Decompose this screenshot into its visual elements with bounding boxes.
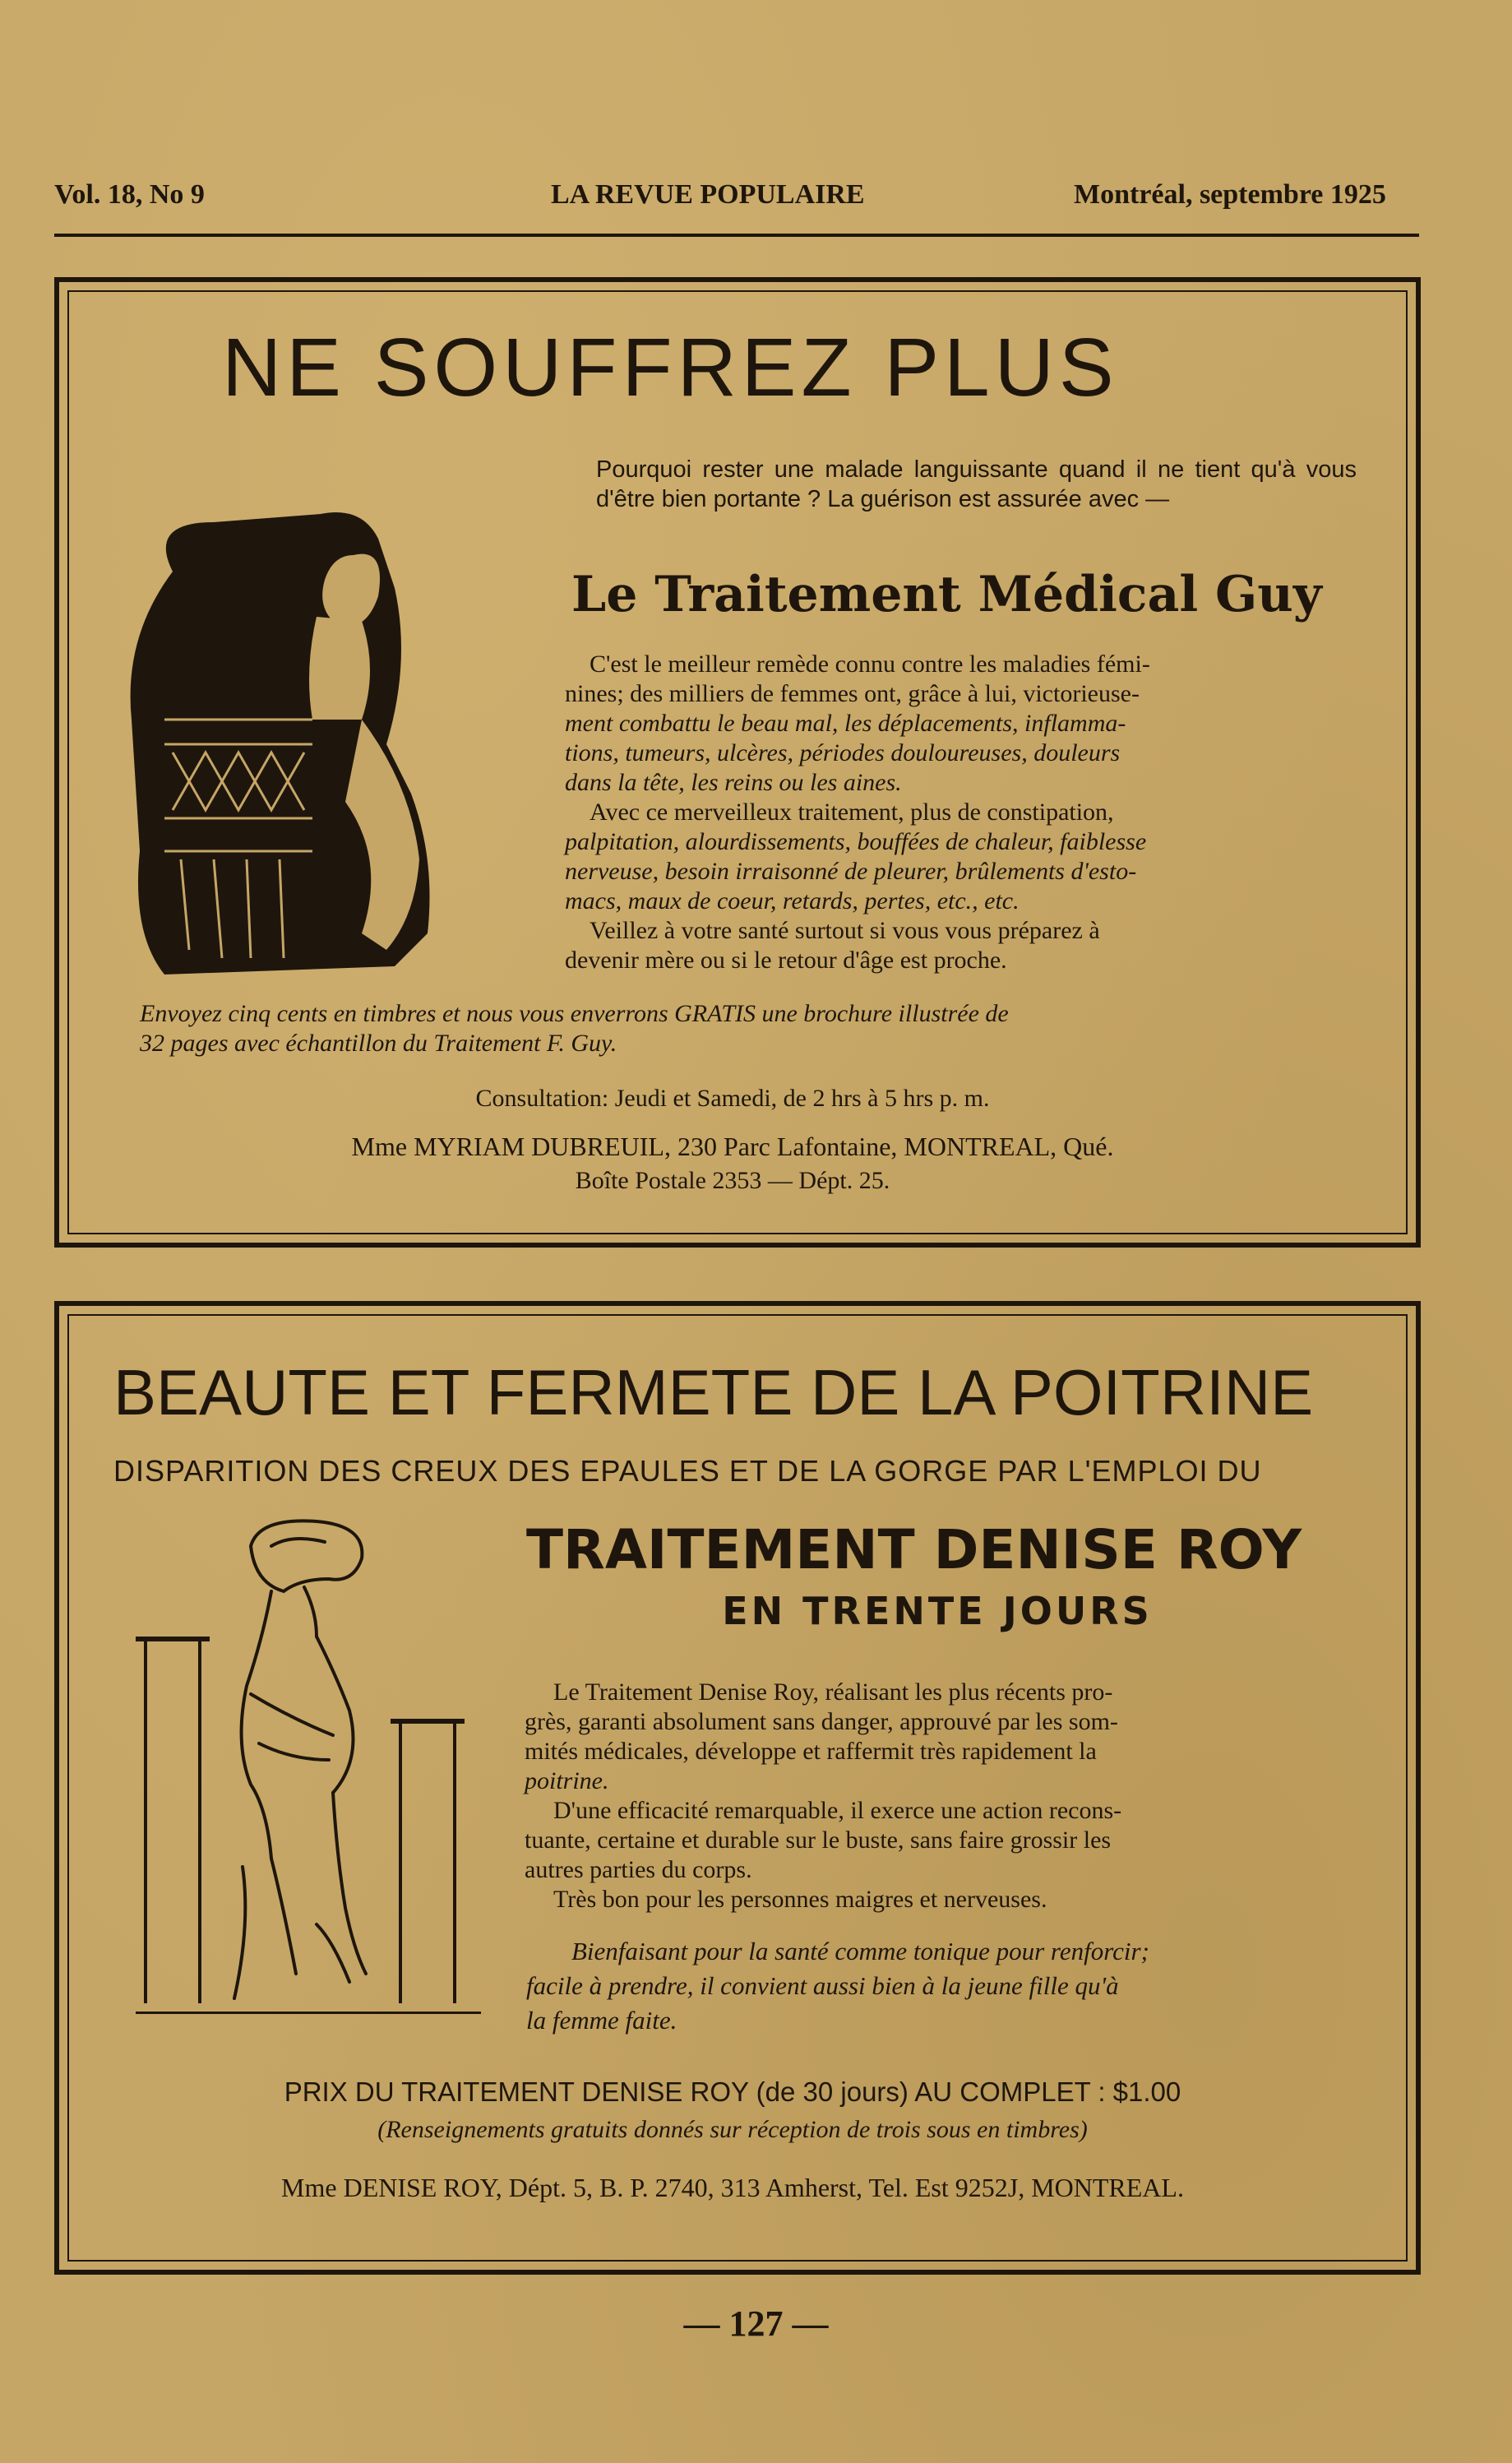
- ad-guy-p3: Veillez à votre santé surtout si vous vous préparez à devenir mère ou si le retour d'âge est proche.: [565, 917, 1100, 974]
- ad-roy-p4: Bienfaisant pour la santé comme tonique pour renforcir; facile à prendre, il convient aussi bien à la jeune fille qu'à la femme faite.: [526, 1937, 1149, 2035]
- ad-guy-consultation: Consultation: Jeudi et Samedi, de 2 hrs à 5 hrs p. m.: [475, 1085, 990, 1112]
- ad-guy-body: [565, 650, 1354, 975]
- woman-line-drawing: [127, 1513, 489, 2023]
- ad-roy-address: Mme DENISE ROY, Dépt. 5, B. P. 2740, 313 Amherst, Tel. Est 9252J, MONTREAL.: [281, 2173, 1184, 2202]
- ad-guy-headline: NE SOUFFREZ PLUS: [222, 322, 1119, 414]
- ad-guy-offer: Envoyez cinq cents en timbres et nous vous enverrons GRATIS une brochure illustrée de 32 pages avec échantillon du Traitement F. Guy.: [140, 1000, 1009, 1057]
- ad-roy-subhead: DISPARITION DES CREUX DES EPAULES ET DE LA GORGE PAR L'EMPLOI DU: [113, 1454, 1262, 1488]
- ad-roy-info: (Renseignements gratuits donnés sur réception de trois sous en timbres): [377, 2116, 1088, 2143]
- ad-guy-product: Le Traitement Médical Guy: [571, 566, 1322, 623]
- page-header: [54, 179, 1452, 220]
- place-date: Montréal, septembre 1925: [1074, 179, 1386, 210]
- ad-guy-postal: Boîte Postale 2353 — Dépt. 25.: [575, 1167, 890, 1194]
- ad-roy-p1: Le Traitement Denise Roy, réalisant les plus récents pro- grès, garanti absolument sans danger, approuvé par les som- mités médicales, développe et raffermit très rapidement la poitrine.: [525, 1678, 1118, 1794]
- ad-guy-address: Mme MYRIAM DUBREUIL, 230 Parc Lafontaine, MONTREAL, Qué.: [351, 1132, 1114, 1161]
- ad-guy-p2: Avec ce merveilleux traitement, plus de constipation, palpitation, alourdissements, bouffées de chaleur, faiblesse nerveuse, besoin irraisonné de pleurer, brûlements d'esto- macs, maux de coeur, retards, pertes, etc., etc.: [565, 799, 1147, 914]
- ad-roy-product-sub: EN TRENTE JOURS: [722, 1589, 1153, 1633]
- page-number: — 127 —: [683, 2303, 829, 2344]
- ad-guy-intro: Pourquoi rester une malade languissante quand il ne tient qu'à vous d'être bien portante ? La guérison est assurée avec —: [596, 456, 1357, 512]
- ad-roy-headline: BEAUTE ET FERMETE DE LA POITRINE: [113, 1356, 1314, 1428]
- ad-roy-price: PRIX DU TRAITEMENT DENISE ROY (de 30 jours) AU COMPLET : $1.00: [284, 2076, 1181, 2107]
- ad-roy-p2: D'une efficacité remarquable, il exerce une action recons- tuante, certaine et durable sur le buste, sans faire grossir les autres parties du corps.: [525, 1797, 1122, 1883]
- volume-number: Vol. 18, No 9: [54, 179, 205, 210]
- ad-roy-p3: Très bon pour les personnes maigres et nerveuses.: [553, 1886, 1047, 1913]
- ad-guy-p1: C'est le meilleur remède connu contre les maladies fémi- nines; des milliers de femmes ont, grâce à lui, victorieuse- ment combattu le beau mal, les déplacements, inflamma- tions, tumeurs, ulcères, périodes douloureuses, douleurs dans la tête, les reins ou les aines.: [565, 650, 1150, 796]
- ad-roy-product: TRAITEMENT DENISE ROY: [526, 1518, 1302, 1581]
- header-rule: [54, 234, 1419, 237]
- woman-in-chair-illustration: [115, 473, 518, 983]
- magazine-title: LA REVUE POPULAIRE: [551, 179, 865, 210]
- ad-roy-body: [525, 1678, 1355, 1914]
